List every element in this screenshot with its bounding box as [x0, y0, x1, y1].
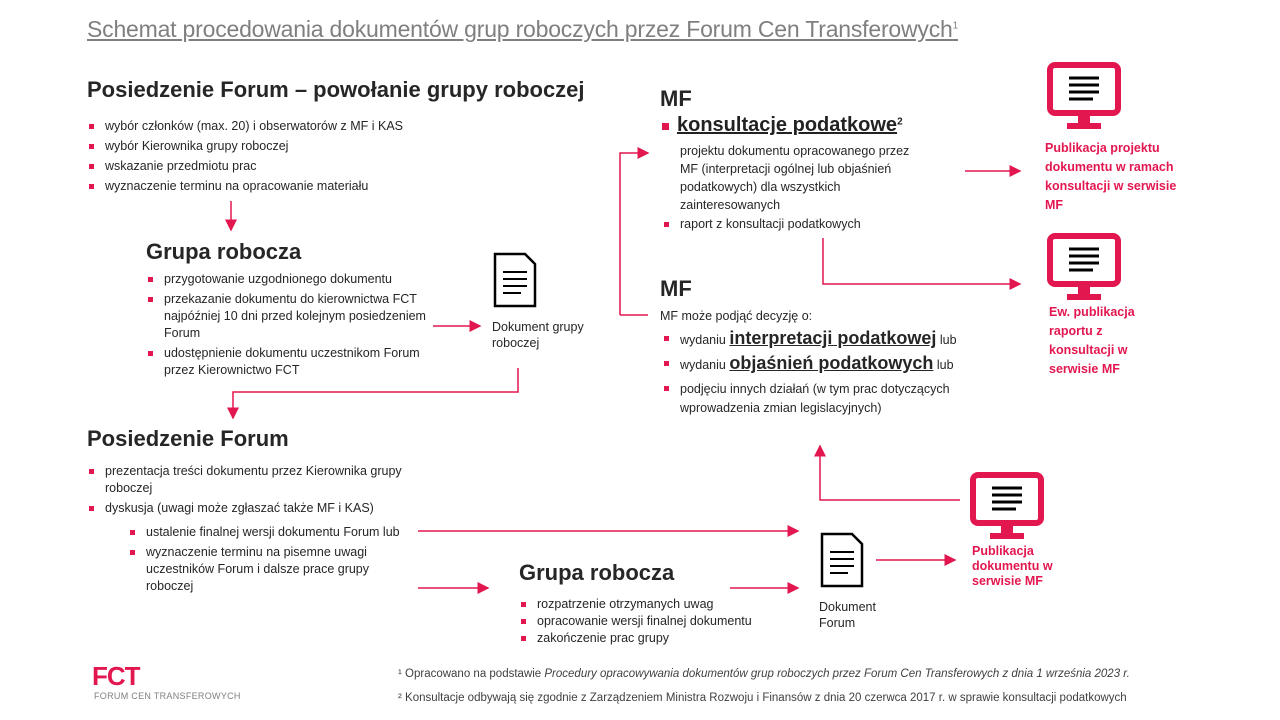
mf2-intro: MF może podjąć decyzję o:: [660, 309, 813, 323]
document-icon: [820, 532, 864, 588]
list-item: wyznaczenie terminu na opracowanie materiału: [87, 178, 507, 195]
pub2-label: Ew. publikacja raportu z konsultacji w serwisie MF: [1049, 305, 1135, 376]
list-item: zakończenie prac grupy: [519, 630, 799, 647]
section4-list: [519, 596, 799, 647]
page-title: Schemat procedowania dokumentów grup roboczych przez Forum Cen Transferowych$^1$: [87, 16, 958, 42]
doc1-label: Dokument grupy roboczej: [492, 320, 584, 350]
bullet-icon: [662, 123, 669, 130]
list-item: opracowanie wersji finalnej dokumentu: [519, 613, 799, 630]
section1-list: [87, 118, 507, 198]
mf2-heading: MF: [660, 276, 692, 301]
footnote-2: ² Konsultacje odbywają się zgodnie z Zarządzeniem Ministra Rozwoju i Finansów z dnia 20 czerwca 2017 r. w sprawie konsultacji podatkowych: [398, 692, 1127, 704]
section3-heading: Posiedzenie Forum: [87, 426, 289, 451]
monitor-icon: [1047, 62, 1121, 134]
mf1-main: konsultacje podatkowe$^2$: [662, 114, 903, 137]
pub1-label: Publikacja projektu dokumentu w ramach konsultacji w serwisie MF: [1045, 141, 1177, 212]
list-item: ustalenie finalnej wersji dokumentu Forum lub: [128, 524, 403, 541]
list-item: dyskusja (uwagi może zgłaszać także MF i KAS): [87, 500, 417, 517]
list-item: wydaniu objaśnień podatkowych lub: [662, 355, 962, 374]
fct-logo: FCT: [92, 661, 140, 691]
konsultacje-link[interactable]: konsultacje podatkowe: [677, 114, 898, 136]
list-item: prezentacja treści dokumentu przez Kierownika grupy roboczej: [87, 463, 417, 497]
list-item: raport z konsultacji podatkowych: [662, 216, 922, 233]
section4-heading: Grupa robocza: [519, 560, 675, 585]
list-item: wskazanie przedmiotu prac: [87, 158, 507, 175]
mf1-desc: projektu dokumentu opracowanego przez MF (interpretacji ogólnej lub objaśnień podatkowych) dla wszystkich zainteresowanych: [680, 144, 910, 212]
list-item: przygotowanie uzgodnionego dokumentu: [146, 271, 441, 288]
section3-list: [87, 463, 417, 520]
interpretacja-link[interactable]: interpretacji podatkowej: [729, 328, 937, 348]
list-item: rozpatrzenie otrzymanych uwag: [519, 596, 799, 613]
section2-heading: Grupa robocza: [146, 239, 302, 264]
mf2-list: [662, 330, 962, 421]
fct-logo-subtitle: FORUM CEN TRANSFEROWYCH: [94, 691, 241, 701]
list-item: wyznaczenie terminu na pisemne uwagi uczestników Forum i dalsze prace grupy roboczej: [128, 544, 403, 595]
list-item: przekazanie dokumentu do kierownictwa FCT najpóźniej 10 dni przed kolejnym posiedzeniem Forum: [146, 291, 441, 342]
list-item: wybór członków (max. 20) i obserwatorów z MF i KAS: [87, 118, 507, 135]
monitor-icon: [1047, 233, 1121, 305]
objasnienia-link[interactable]: objaśnień podatkowych: [729, 353, 934, 373]
monitor-icon: [970, 472, 1044, 544]
list-item: wybór Kierownika grupy roboczej: [87, 138, 507, 155]
arrow-doc1-to-mf: [620, 153, 648, 315]
list-item: wydaniu interpretacji podatkowej lub: [662, 330, 962, 349]
arrow-pub3-to-mf2: [820, 446, 960, 500]
pub3-label: Publikacja dokumentu w serwisie MF: [972, 544, 1053, 588]
document-icon: [493, 252, 537, 308]
list-item: podjęciu innych działań (w tym prac dotyczących wprowadzenia zmian legislacyjnych): [662, 380, 962, 418]
section2-list: [146, 271, 441, 382]
section3-sublist: [128, 524, 403, 598]
doc2-label: Dokument Forum: [819, 600, 876, 630]
section1-heading: Posiedzenie Forum – powołanie grupy roboczej: [87, 77, 585, 102]
mf1-list: [662, 216, 922, 236]
list-item: udostępnienie dokumentu uczestnikom Forum przez Kierownictwo FCT: [146, 345, 441, 379]
footnote-1: ¹ Opracowano na podstawie Procedury opracowywania dokumentów grup roboczych przez Forum Cen Transferowych z dnia 1 września 2023 r.: [398, 668, 1130, 680]
mf1-heading: MF: [660, 86, 692, 111]
arrow-to-pub2: [823, 238, 1020, 284]
